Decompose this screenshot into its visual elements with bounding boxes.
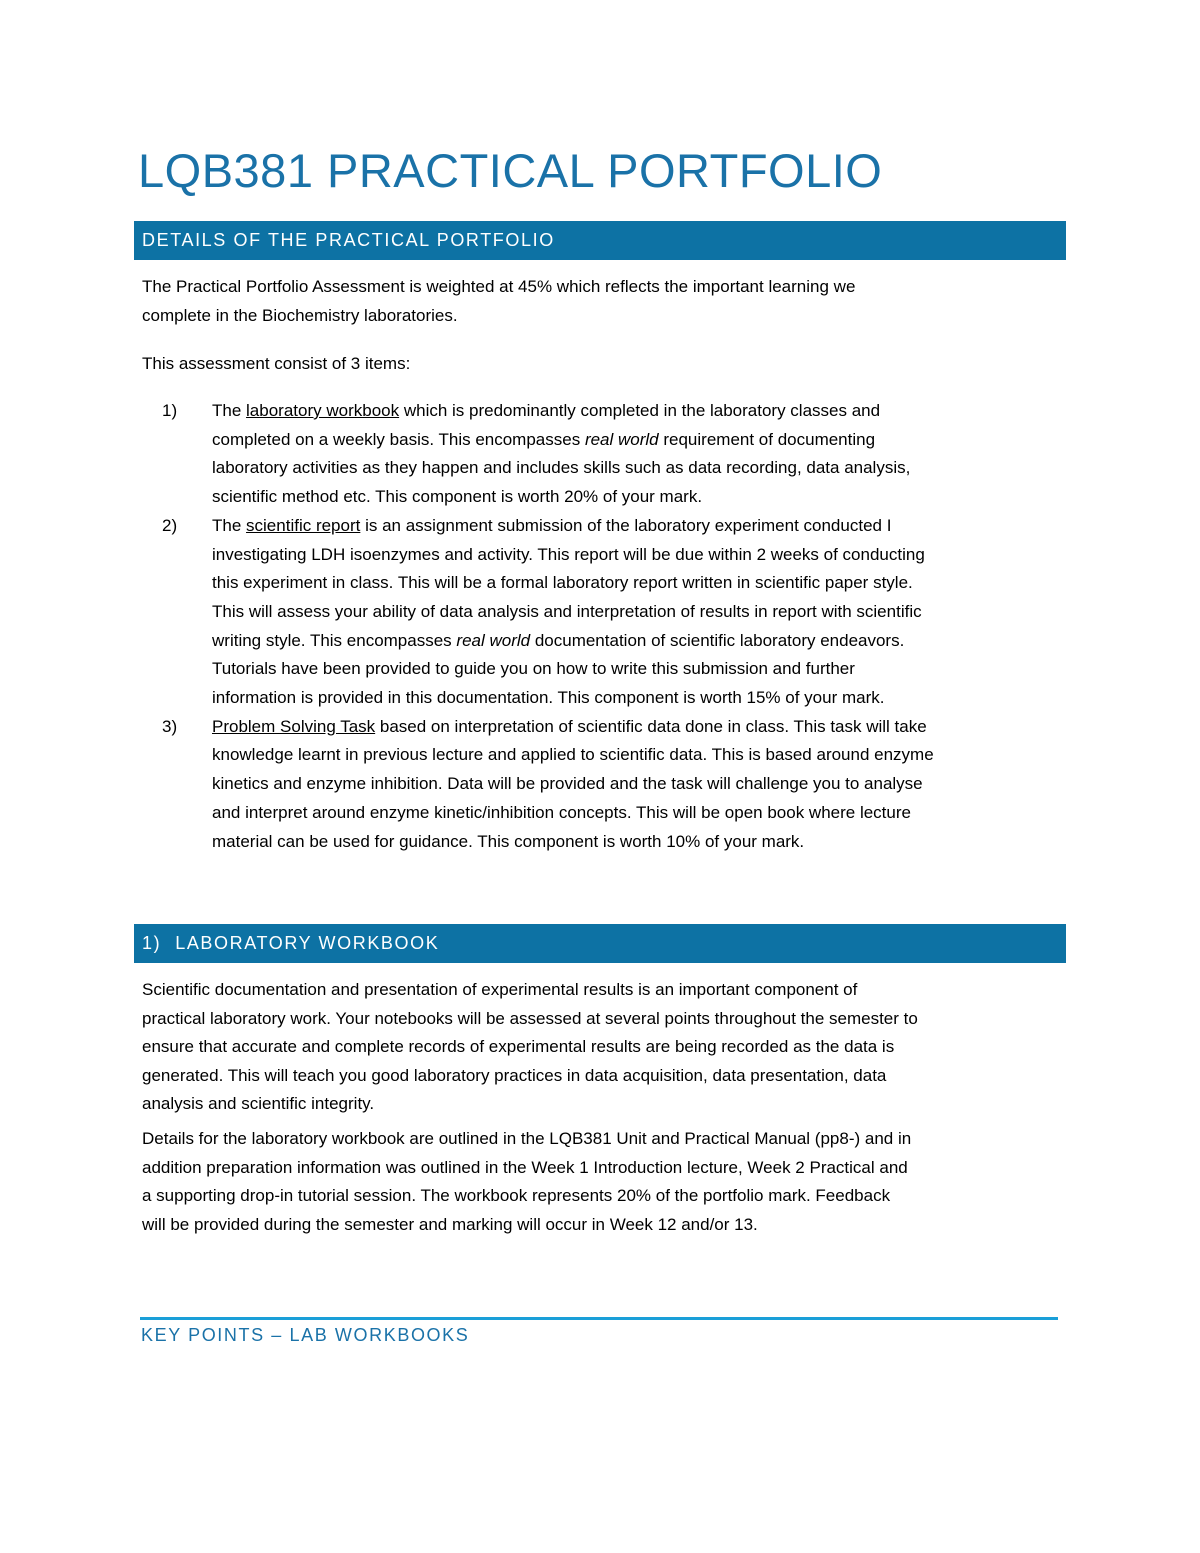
paragraph-line: a supporting drop-in tutorial session. The workbook represents 20% of the portfolio mark. Feedback: [142, 1186, 891, 1205]
document-title: LQB381 PRACTICAL PORTFOLIO: [138, 144, 883, 197]
list-number: 3): [162, 716, 178, 736]
emphasis-real-world: real world: [584, 429, 659, 449]
paragraph-line: ensure that accurate and complete records of experimental results are being recorded as the data is: [142, 1037, 895, 1056]
section-heading-workbook-text: LABORATORY WORKBOOK: [175, 933, 440, 953]
list-item-problem-solving: [142, 713, 934, 857]
list-line: laboratory activities as they happen and includes skills such as data recording, data analysis,: [212, 458, 911, 478]
paragraph-line: will be provided during the semester and marking will occur in Week 12 and/or 13.: [142, 1214, 758, 1234]
list-line: completed on a weekly basis. This encompasses real world requirement of documenting: [212, 429, 876, 449]
intro-paragraph: [142, 273, 1072, 330]
list-line: material can be used for guidance. This component is worth 10% of your mark.: [212, 831, 805, 851]
list-line: Problem Solving Task based on interpretation of scientific data done in class. This task will take: [212, 716, 927, 736]
list-line: writing style. This encompasses real world documentation of scientific laboratory endeavors.: [212, 630, 905, 650]
list-line: Tutorials have been provided to guide you on how to write this submission and further: [212, 659, 855, 679]
list-line: This will assess your ability of data analysis and interpretation of results in report with scientific: [212, 601, 922, 621]
list-line: kinetics and enzyme inhibition. Data will be provided and the task will challenge you to analyse: [212, 774, 923, 794]
paragraph-line: Scientific documentation and presentation of experimental results is an important component of: [142, 980, 858, 999]
problem-solving-task-link[interactable]: Problem Solving Task: [212, 716, 376, 736]
list-line: investigating LDH isoenzymes and activity. This report will be due within 2 weeks of conducting: [212, 544, 925, 564]
list-line: knowledge learnt in previous lecture and applied to scientific data. This is based around enzyme: [212, 745, 934, 765]
list-line: The laboratory workbook which is predominantly completed in the laboratory classes and: [212, 401, 881, 420]
list-line: information is provided in this documentation. This component is worth 15% of your mark.: [212, 688, 885, 708]
assessment-items-list: [142, 397, 934, 856]
paragraph-line: Details for the laboratory workbook are outlined in the LQB381 Unit and Practical Manual (pp8-) and in: [142, 1129, 912, 1148]
workbook-paragraph-2: [142, 1125, 1072, 1239]
scientific-report-link[interactable]: scientific report: [246, 515, 361, 535]
paragraph-line: analysis and scientific integrity.: [142, 1094, 375, 1113]
list-number: 1): [162, 401, 178, 420]
list-line: The scientific report is an assignment submission of the laboratory experiment conducted I: [212, 515, 892, 535]
paragraph-line: generated. This will teach you good laboratory practices in data acquisition, data presentation, data: [142, 1065, 887, 1085]
items-intro: This assessment consist of 3 items:: [142, 354, 411, 373]
list-line: and interpret around enzyme kinetic/inhibition concepts. This will be open book where lecture: [212, 802, 911, 822]
section-heading-workbook: [134, 924, 1066, 963]
list-item-scientific-report: [142, 512, 934, 713]
emphasis-real-world: real world: [456, 630, 531, 650]
list-line: scientific method etc. This component is worth 20% of your mark.: [212, 487, 703, 507]
laboratory-workbook-link[interactable]: laboratory workbook: [246, 401, 400, 420]
list-line: this experiment in class. This will be a formal laboratory report written in scientific paper style.: [212, 573, 913, 593]
list-number: 2): [162, 515, 178, 535]
intro-line: The Practical Portfolio Assessment is weighted at 45% which reflects the important learning we: [142, 277, 856, 296]
paragraph-line: practical laboratory work. Your notebooks will be assessed at several points throughout the semester to: [142, 1008, 918, 1028]
section-number: 1): [142, 933, 162, 953]
workbook-paragraph-1: [142, 976, 1072, 1119]
section-heading-details-text: DETAILS OF THE PRACTICAL PORTFOLIO: [142, 230, 555, 250]
paragraph-line: addition preparation information was outlined in the Week 1 Introduction lecture, Week 2 Practical and: [142, 1157, 908, 1177]
section-heading-details: [134, 221, 1066, 260]
section-divider: [140, 1317, 1058, 1320]
intro-line: complete in the Biochemistry laboratories.: [142, 305, 458, 325]
key-points-heading: KEY POINTS – LAB WORKBOOKS: [141, 1325, 470, 1345]
list-item-workbook: [142, 397, 934, 512]
